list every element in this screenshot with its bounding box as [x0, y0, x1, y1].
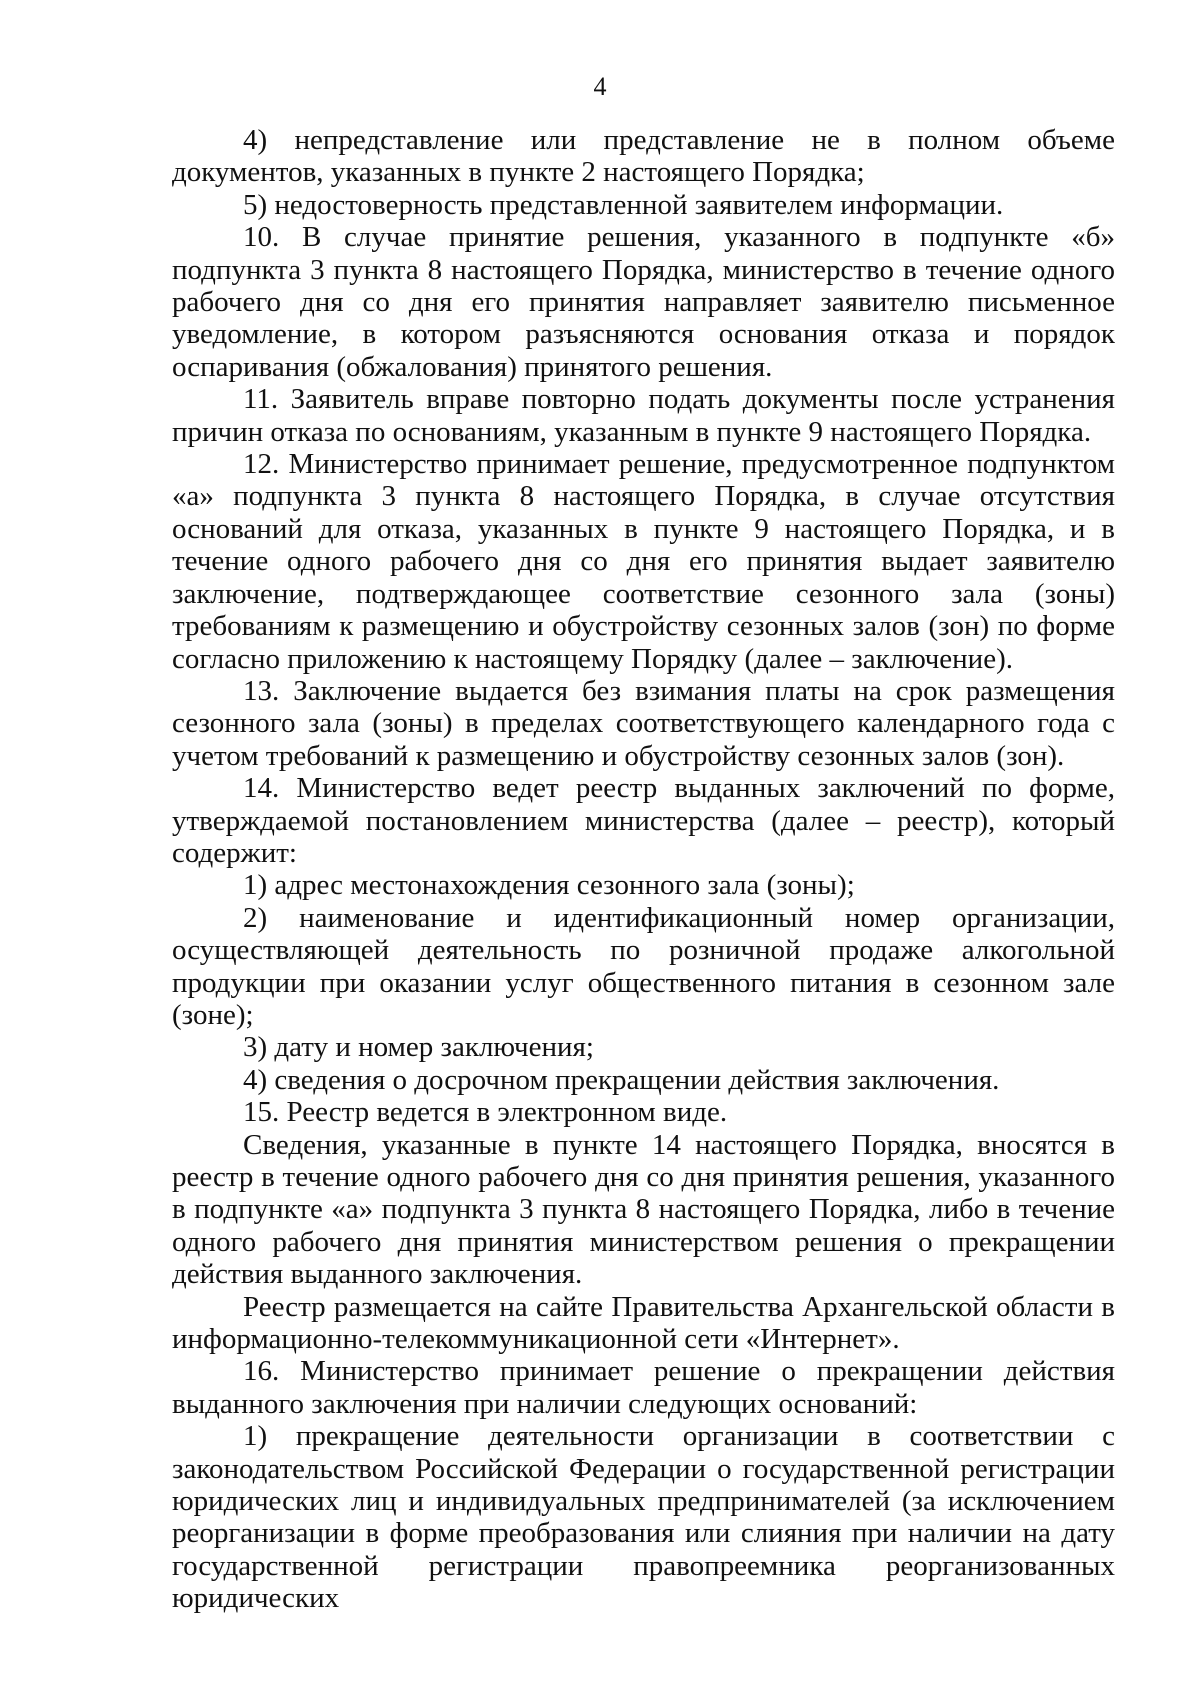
paragraph-clause-10: 10. В случае принятие решения, указанного в подпункте «б» подпункта 3 пункта 8 настоящего Порядка, министерство в течение одного рабочего дня со дня его принятия направляет заявителю письменное уведомление, в котором разъясняются основания отказа и порядок оспаривания (обжалования) принятого решения. — [172, 221, 1115, 383]
paragraph-item-5: 5) недостоверность представленной заявителем информации. — [243, 188, 1004, 221]
paragraph-clause-15-publication: Реестр размещается на сайте Правительства Архангельской области в информационно-телекоммуникационной сети «Интернет». — [172, 1290, 1115, 1356]
paragraph-clause-14-item-2: 2) наименование и идентификационный номер организации, осуществляющей деятельность по розничной продаже алкогольной продукции при оказании услуг общественного питания в сезонном зале (зоне); — [172, 901, 1115, 1031]
paragraph-clause-14-item-3: 3) дату и номер заключения; — [243, 1031, 594, 1064]
paragraph-item-4: 4) непредставление или представление не в полном объеме документов, указанных в пункте 2 настоящего Порядка; — [172, 124, 1115, 189]
paragraph-clause-13: 13. Заключение выдается без взимания платы на срок размещения сезонного зала (зоны) в пределах соответствующего календарного года с учетом требований к размещению и обустройству сезонных залов (зон). — [172, 674, 1115, 772]
document-body — [172, 124, 1115, 1615]
paragraph-clause-12: 12. Министерство принимает решение, предусмотренное подпунктом «а» подпункта 3 пункта 8 настоящего Порядка, в случае отсутствия оснований для отказа, указанных в пункте 9 настоящего Порядка, и в течение одного рабочего дня со дня его принятия выдает заявителю заключение, подтверждающее соответствие сезонного зала (зоны) требованиям к размещению и обустройству сезонных залов (зон) по форме согласно приложению к настоящему Порядку (далее – заключение). — [172, 448, 1115, 675]
paragraph-clause-15-details: Сведения, указанные в пункте 14 настоящего Порядка, вносятся в реестр в течение одного рабочего дня со дня принятия решения, указанного в подпункте «а» подпункта 3 пункта 8 настоящего Порядка, либо в течение одного рабочего дня принятия министерством решения о прекращении действия выданного заключения. — [172, 1128, 1115, 1291]
page-number: 4 — [593, 72, 607, 101]
paragraph-clause-14-item-4: 4) сведения о досрочном прекращении действия заключения. — [243, 1063, 1000, 1096]
paragraph-clause-14: 14. Министерство ведет реестр выданных заключений по форме, утверждаемой постановлением министерства (далее – реестр), который содержит: — [172, 772, 1115, 869]
paragraph-clause-14-item-1: 1) адрес местонахождения сезонного зала (зоны); — [243, 869, 855, 902]
paragraph-clause-11: 11. Заявитель вправе повторно подать документы после устранения причин отказа по основаниям, указанным в пункте 9 настоящего Порядка. — [172, 383, 1115, 448]
paragraph-clause-16: 16. Министерство принимает решение о прекращении действия выданного заключения при наличии следующих оснований: — [172, 1355, 1115, 1420]
paragraph-clause-16-item-1: 1) прекращение деятельности организации в соответствии с законодательством Российской Федерации о государственной регистрации юридических лиц и индивидуальных предпринимателей (за исключением реорганизации в форме преобразования или слияния при наличии на дату государственной регистрации правопреемника реорганизованных юридических — [172, 1420, 1115, 1615]
paragraph-clause-15: 15. Реестр ведется в электронном виде. — [243, 1096, 728, 1129]
